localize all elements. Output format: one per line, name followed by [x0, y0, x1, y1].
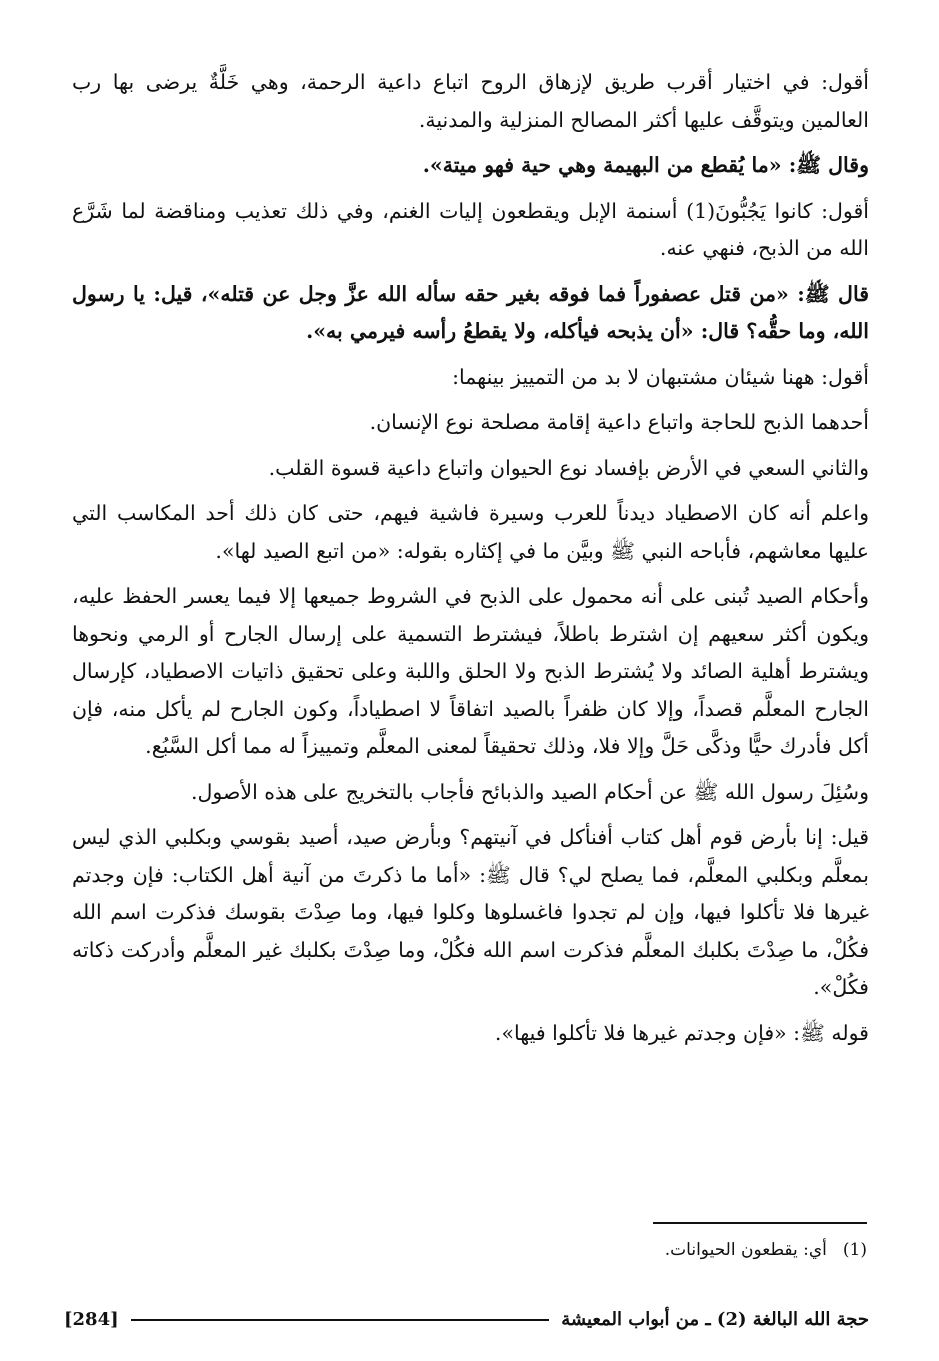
page-footer [64, 1302, 869, 1336]
paragraph-2: وقال ﷺ: «ما يُقطع من البهيمة وهي حية فهو ميتة». [422, 153, 869, 177]
paragraph-9: وأحكام الصيد تُبنى على أنه محمول على الذبح في الشروط جميعها إلا فيما يعسر الحفظ عليه، ويكون أكثر سعيهم إن اشترط باطلاً، فيشترط التسمية على إرسال الجارح أو الرمي ونحوها ويشترط أهلية الصائد ولا يُشترط الذبح ولا الحلق واللبة وعلى تحقيق ذاتيات الاصطياد، كإرسال الجارح المعلَّم قصداً، وإلا كان ظفراً بالصيد اتفاقاً لا اصطياداً، وكون الجارح لم يأكل منه، فإن أكل فأدرك حيًّا وذكَّى حَلَّ وإلا فلا، وذلك تحقيقاً لمعنى المعلَّم وتمييزاً له مما أكل السَّبُع. [72, 584, 869, 758]
paragraph-10: وسُئِلَ رسول الله ﷺ عن أحكام الصيد والذبائح فأجاب بالتخريج على هذه الأصول. [191, 779, 869, 804]
running-footer-title: حجة الله البالغة (2) ـ من أبواب المعيشة [561, 1308, 869, 1330]
footnote-number: (1) [842, 1240, 867, 1260]
paragraph-7: والثاني السعي في الأرض بإفساد نوع الحيوان واتباع داعية قسوة القلب. [268, 455, 869, 480]
paragraph-4: قال ﷺ: «من قتل عصفوراً فما فوقه بغير حقه سأله الله عزَّ وجل عن قتله»، قيل: يا رسول الله، وما حقُّه؟ قال: «أن يذبحه فيأكله، ولا يقطعُ رأسه فيرمي به». [72, 281, 869, 343]
footnote-divider [653, 1222, 867, 1224]
paragraph-6: أحدهما الذبح للحاجة واتباع داعية إقامة مصلحة نوع الإنسان. [369, 410, 869, 434]
paragraph-1: أقول: في اختيار أقرب طريق لإزهاق الروح اتباع داعية الرحمة، وهي خَلَّةٌ يرضى بها رب العالمين ويتوقَّف عليها أكثر المصالح المنزلية والمدنية. [72, 70, 869, 132]
page-number: [284] [64, 1308, 119, 1330]
paragraph-12: قوله ﷺ: «فإن وجدتم غيرها فلا تأكلوا فيها». [494, 1020, 869, 1045]
paragraph-11: قيل: إنا بأرض قوم أهل كتاب أفنأكل في آنيتهم؟ وبأرض صيد، أصيد بقوسي وبكلبي الذي ليس بمعلَّم وبكلبي المعلَّم، فما يصلح لي؟ قال ﷺ: «أما ما ذكرتَ من آنية أهل الكتاب: فإن وجدتم غيرها فلا تأكلوا فيها، وإن لم تجدوا فاغسلوها وكلوا فيها، وما صِدْتَ بقوسك فذكرت اسم الله فكُلْ، ما صِدْتَ بكلبك المعلَّم فذكرت اسم الله فكُلْ، وما صِدْتَ بكلبك غير المعلَّم وأدركت ذكاته فكُلْ». [72, 825, 869, 999]
footer-rule [131, 1319, 550, 1321]
page-body [72, 64, 869, 1060]
paragraph-3: أقول: كانوا يَجُبُّونَ(1) أسنمة الإبل ويقطعون إليات الغنم، وفي ذلك تعذيب ومناقضة لما شَرَّع الله من الذبح، فنهي عنه. [72, 198, 869, 260]
footnote [70, 1235, 867, 1265]
paragraph-8: واعلم أنه كان الاصطياد ديدناً للعرب وسيرة فاشية فيهم، حتى كان ذلك أحد المكاسب التي عليها معاشهم، فأباحه النبي ﷺ وبيَّن ما في إكثاره بقوله: «من اتبع الصيد لها». [72, 501, 869, 563]
paragraph-5: أقول: ههنا شيئان مشتبهان لا بد من التمييز بينهما: [452, 364, 869, 389]
footnote-text: أي: يقطعون الحيوانات. [664, 1240, 827, 1260]
